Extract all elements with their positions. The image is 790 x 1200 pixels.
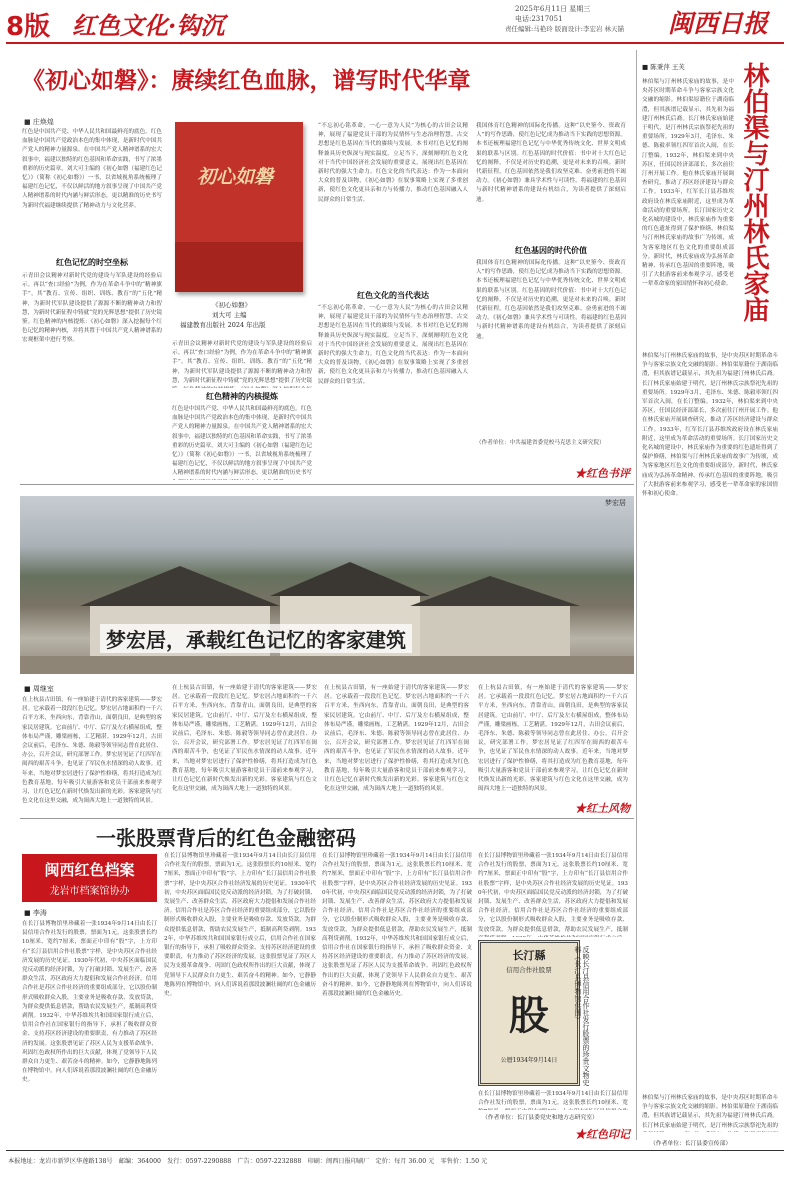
article3-col4: 在长汀县博物馆里珍藏着一张1934年9月14日由长汀县信用合作社发行的股票，票面为1元。这张股票长约10厘米、宽约7厘米，票面正中印有“股”字，上方印有“长汀县信用合作社股票”字样，是中央苏区合作社经济发展的历史见证。1930年代初，中央苏区面临国民党反动派的经济封锁，为了打破封锁、发展生产、改善群众生活，苏区政府大力提倡和发展合作社经济。信用合作社是苏区合作社经济的重要组成部分，它以股份制形式吸收群众入股，主要业务是吸收存款、发放贷款，为群众提供低息借款，帮助农民发展生产，抵制 (478, 853, 628, 933)
side-divider (636, 50, 637, 1140)
page-number: 8版 (6, 12, 51, 42)
tag-label: 红色印记 (586, 1128, 630, 1141)
star-icon: ★ (575, 1128, 586, 1141)
article3-footnote: （作者单位：长汀县委党史和地方志研究室） (482, 1115, 598, 1121)
article1-col1-more: 示青田会议精神对新时代党的建设与军队建设的经验启示。再以“查口经验”为例，作为在革命斗争中的“精神旗手”，其“教育、宣传、组织、训练、教育”的“五化”精神，为新时代军队建设提供了源源不断的精神动力和智慧，为新时代新征程中铸就“党的光辉思想”提供了历史镜鉴。红色精神的内核提炼：《初心如磐》深入挖掘每个红色记忆的精神内核，并将其置于中国共产党人精神谱系的宏观框架中进行考察。 (22, 273, 162, 344)
header-phone: 电话:2317051 (515, 15, 563, 23)
column-banner (22, 854, 157, 902)
article1-col1 (22, 128, 162, 478)
column-name: 闽西红色档案 (44, 861, 135, 879)
photo1-col1: 在上杭县古田镇，有一座始建于清代的客家建筑——梦宏居。它承载着一段段红色记忆。梦宏居占地面积约一千六百平方米，坐西向东，背靠青山，面朝良田，是典型的客家民居建筑。它由前厅、中厅、后厅及左右横屋组成，整体布局严谨，雕梁画栋，工艺精湛。1929年12月，古田会议前后，毛泽东、朱德、陈毅等领导同志曾在此居住、办公，召开会议，研究部署工作。梦宏居见证了红四军在闽西的艰苦斗争，也见证了军民鱼水情深的动人故事。近年来，当地对梦宏居进行了保护性修缮，将其打造成为红色教育基地，每年吸引大量游客和党员干部前来参观学习，让红色记忆在新时代焕发出新的光彩。客家建筑与红色文化在这里交融，成为闽西大地上一道独特的风景。 (22, 697, 162, 805)
tag-label: 红土风物 (586, 802, 630, 815)
side-title: 林伯渠与汀州林氏家庙 (739, 62, 769, 322)
newspaper-logo: 闽西日报 (668, 9, 769, 38)
stock-center: 股 (509, 992, 549, 1039)
article1-col4 (476, 122, 626, 478)
side-text-top: 林伯渠与汀州林氏家庙的故事，是中央苏区时期革命斗争与客家宗族文化交融的缩影。林伯渠原籍位于湖南临澧，但其族谱记载显示，其先祖为福建汀州林氏后裔。长汀林氏家庙始建于明代，是汀州林氏宗族祭祀先祖的重要场所。1929年3月，毛泽东、朱德、陈毅率领红四军首次入闽，在长汀整编。1932年，林伯渠来到中央苏区，任国民经济部部长，多次前往汀州开展工作。他在林氏家庙开展调查研究，推动了苏区经济建设与群众工作。1933年，红军长汀县苏维埃政府设在林氏家庙附近，这里成为革命活动的重要场所。长汀国家历史文化名城的建设中，林氏家庙作为重要的红色遗址得到了保护修缮，林伯渠与汀州林氏家庙的故事广为传颂，成为客家地区红色文化的重要组成部分。新时代，林氏家庙成为弘扬革命精神、传承红色基因的重要阵地，吸引了大批游客前来参观学习，感受老一辈革命家的家国情怀和初心使命。 (642, 79, 734, 288)
article1-col2 (172, 340, 312, 480)
article1-footnote: （作者单位：中共福建省委党校马克思主义研究院） (476, 440, 605, 446)
subhead-4: 红色基因的时代价值 (515, 245, 587, 255)
side-footnote: （作者单位：长汀县委宣传部） (650, 1141, 732, 1147)
book-cover-title: 初心如磐 (197, 166, 274, 188)
tag-red-soil (575, 800, 630, 816)
book-cover (175, 122, 303, 292)
section-title: 红色文化·钩沉 (72, 11, 225, 40)
star-icon: ★ (575, 467, 586, 480)
article1-col1-text: 红色是中国共产党、中华人民共和国最鲜亮的底色。红色血脉是中国共产党政治本色的集中体现，是新时代中国共产党人的精神力量源泉。在中国共产党人精神谱系的宏大叙事中，福建以独特的红色基因和革命实践，书写了浓墨重彩的历史篇章。刘大可主编的《初心如磐（福建红色记忆）》（简称《初心如磐》）一书，以省域视角系统梳理了福建红色记忆，不仅以鲜活的地方叙事呈现了中国共产党人精神谱系的时代内涵与鲜活形态，更以精准的历史书写为新时代福建继续提供了精神动力与文化营养。 (22, 129, 162, 209)
book-caption-3: 福建教育出版社 2024 年出版 (180, 321, 266, 329)
article1-author: ■ 庄焕煌 (24, 118, 54, 126)
book-caption-1: 《初心如磐》 (212, 301, 251, 309)
footer-rule (6, 1150, 784, 1151)
article1-col4-text: 我国体育红色精神的国际化传播。这种“以史鉴今、资政育人”的写作思路，使红色记忆成为推动当下实践的思想资源。本书还梳理福建红色记忆与中华优秀传统文化、世界文明成果的联系与区别。红色基因的时代价值：书中对十大红色记忆的阐释，不仅是对历史的追溯，更是对未来的召唤。新时代新征程，红色基因依然是我们攻坚克难、奋勇前进的不竭动力。《初心如磐》兼具学术性与可读性，将福建的红色基因与新时代精神谱系的建设有机结合，为读者提供了深刻启迪。 (476, 123, 626, 203)
header-editors: 责任编辑:马艳玲 版面设计:李宏岩 林天锚 (505, 25, 625, 33)
book-cover-stripe (175, 242, 303, 292)
article1-col4-more: 我国体育红色精神的国际化传播。这种“以史鉴今、资政育人”的写作思路，使红色记忆成为推动当下实践的思想资源。本书还梳理福建红色记忆与中华优秀传统文化、世界文明成果的联系与区别。红色基因的时代价值：书中对十大红色记忆的阐释，不仅是对历史的追溯，更是对未来的召唤。新时代新征程，红色基因依然是我们攻坚克难、奋勇前进的不竭动力。《初心如磐》兼具学术性与可读性，将福建的红色基因与新时代精神谱系的建设有机结合，为读者提供了深刻启迪。 (476, 260, 626, 340)
tag-red-imprint (575, 1126, 630, 1142)
divider-2 (20, 818, 634, 819)
side-text: 林伯渠与汀州林氏家庙的故事，是中央苏区时期革命斗争与客家宗族文化交融的缩影。林伯渠原籍位于湖南临澧，但其族谱记载显示，其先祖为福建汀州林氏后裔。长汀林氏家庙始建于明代，是汀州林氏宗族祭祀先祖的重要场所。1929年3月，毛泽东、朱德、陈毅率领红四军首次入闽，在长汀整编。1932年，林伯渠来到中央苏区，任国民经济部部长，多次前往汀州开展工作。他在林氏家庙开展调查研究，推动了苏区经济建设与群众工作。1933年，红军长汀县苏维埃政府设在林氏家庙附近，这里成为革命活动的重要场所。长汀国家历史文化名城的建设中，林氏家庙作为重要的红色遗址得到了保护修缮，林伯渠与汀州林氏家庙的故事广为传颂，成为客家地区红色文化的重要组成部分。新时代，林氏家庙成为弘扬革命精神、传承红色基因的重要阵地，吸引了大批游客前来参观学习，感受老一辈革命家的家国情怀和初心使命。 (642, 353, 778, 498)
column-sub: 龙岩市档案馆协办 (49, 886, 130, 897)
article1-col3 (318, 122, 468, 478)
photo1-headline: 梦宏居，承载红色记忆的客家建筑 (100, 624, 412, 653)
article1-col2-text: 示青田会议精神对新时代党的建设与军队建设的经验启示。再以“查口经验”为例，作为在革命斗争中的“精神旗手”，其“教育、宣传、组织、训练、教育”的“五化”精神，为新时代军队建设提供了源源不断的精神动力和智慧，为新时代新征程中铸就“党的光辉思想”提供了历史镜 (172, 341, 312, 384)
footer-text: 本报地址：龙岩市新罗区华莲路138号 邮编：364000 发行：0597-2290888 广告：0597-2232888 印刷：闽西日报印刷厂 定价：每月 36.00 元 零售价：1.50 元 (8, 1158, 488, 1165)
subhead-1: 红色记忆的时空坐标 (56, 257, 128, 267)
tag-red-book-review (575, 465, 630, 481)
subhead-3: 红色文化的当代表达 (357, 290, 429, 300)
article1-title: 《初心如磐》：赓续红色血脉，谱写时代华章 (22, 67, 471, 94)
header-date: 2025年6月11日 星期三 (515, 5, 591, 13)
photo-credit: 梦宏居 (605, 499, 626, 507)
tag-label: 红色书评 (586, 467, 630, 480)
article3-col3: 在长汀县博物馆里珍藏着一张1934年9月14日由长汀县信用合作社发行的股票，票面为1元。这张股票长约10厘米、宽约7厘米，票面正中印有“股”字，上方印有“长汀县信用合作社股票”字样，是中央苏区合作社经济发展的历史见证。1930年代初，中央苏区面临国民党反动派的经济封锁，为了打破封锁、发展生产、改善群众生活，苏区政府大力提倡和发展合作社经济。信用合作社是苏区合作社经济的重要组成部分，它以股份制形式吸收群众入股，主要业务是吸收存款、发放贷款，为群众提供低息借款，帮助农民发展生产，抵制高利贷剥削。1932年，中华苏维埃共和国国家银行成立后，信用合作社在国家银行的指导下，承担了吸收群众资金、支持苏区经济建设的重要职责，有力推动了苏区经济的发展。这张股票见证了苏区人民为支援革命战争、巩固红色政权所作出的巨大贡献，体现了党领导下人民群众自力更生、艰苦奋斗的精神。如今，它静静地陈列在博物馆中，向人们诉说着那段波澜壮阔的红色金融历史。 (322, 853, 472, 998)
article1-col2-more: 红色是中国共产党、中华人民共和国最鲜亮的底色。红色血脉是中国共产党政治本色的集中体现，是新时代中国共产党人的精神力量源泉。在中国共产党人精神谱系的宏大叙事中，福建以独特的红色基因和革命实践，书写了浓墨重彩的历史篇章。刘大可主编的《初心如磐（福建红色记忆）》（简称《初心如磐》）一书，以省域视角系统梳理了福建红色记忆，不仅以鲜活的地方叙事呈现了中国共产党人精神谱系的时代内涵与鲜活形态，更以精准的历史书写 (172, 406, 312, 477)
photo1-col3: 在上杭县古田镇，有一座始建于清代的客家建筑——梦宏居。它承载着一段段红色记忆。梦宏居占地面积约一千六百平方米，坐西向东，背靠青山，面朝良田，是典型的客家民居建筑。它由前厅、中厅、后厅及左右横屋组成，整体布局严谨，雕梁画栋，工艺精湛。1929年12月，古田会议前后，毛泽东、朱德、陈毅等领导同志曾在此居住、办公，召开会议，研究部署工作。梦宏居见证了红四军在闽西的艰苦斗争，也见证了军民鱼水情深的动人故事。近年来，当地对梦宏居进行了保护性修缮，将其打造成为红色教育基地，每年吸引大量游客和党员干部前来参观学习，让红色记忆在新时代焕发出新的光彩。客家建筑与红色文化在这里交融，成为闽西大地上一道独特的风景。 (324, 685, 469, 793)
stock-sub: 信用合作社股票 (506, 966, 552, 974)
article3-headline: 一张股票背后的红色金融密码 (96, 826, 356, 850)
photo1-col4: 在上杭县古田镇，有一座始建于清代的客家建筑——梦宏居。它承载着一段段红色记忆。梦宏居占地面积约一千六百平方米，坐西向东，背靠青山，面朝良田，是典型的客家民居建筑。它由前厅、中厅、后厅及左右横屋组成，整体布局严谨，雕梁画栋，工艺精湛。1929年12月，古田会议前后，毛泽东、朱德、陈毅等领导同志曾在此居住、办公，召开会议，研究部署工作。梦宏居见证了红四军在闽西的艰苦斗争，也见证了军民鱼水情深的动人故事。近年来，当地对梦宏居进行了保护性修缮，将其打造成为红色教育基地，每年吸引大量游客和党员干部前来参观学习，让红色记忆在新时代焕发出新的光彩。客家建筑与红色文化在这里交融，成为闽西大地上一道独特的风景。 (478, 685, 628, 793)
side-text-more: 林伯渠与汀州林氏家庙的故事，是中央苏区时期革命斗争与客家宗族文化交融的缩影。林伯渠原籍位于湖南临澧，但其族谱记载显示，其先祖为福建汀州林氏后裔。长汀林氏家庙始建于明代，是汀州林氏宗族祭祀先祖的 (642, 1095, 778, 1129)
stock-title: 长汀縣 (512, 949, 546, 962)
stock-certificate (478, 940, 580, 1086)
article3-col4-more: 在长汀县博物馆里珍藏着一张1934年9月14日由长汀县信用合作社发行的股票，票面为1元。这张股票长约10厘米、宽 (478, 1091, 628, 1107)
book-caption-2: 刘大可 主编 (212, 311, 247, 319)
side-author: ■ 陈秉萍 王芙 (642, 63, 685, 71)
photo1-col2: 在上杭县古田镇，有一座始建于清代的客家建筑——梦宏居。它承载着一段段红色记忆。梦宏居占地面积约一千六百平方米，坐西向东，背靠青山，面朝良田，是典型的客家民居建筑。它由前厅、中厅、后厅及左右横屋组成，整体布局严谨，雕梁画栋，工艺精湛。1929年12月，古田会议前后，毛泽东、朱德、陈毅等领导同志曾在此居住、办公，召开会议，研究部署工作。梦宏居见证了红四军在闽西的艰苦斗争，也见证了军民鱼水情深的动人故事。近年来，当地对梦宏居进行了保护性修缮，将其打造成为红色教育基地，每年吸引大量游客和党员干部前来参观学习，让红色记忆在新时代焕发出新的光彩。客家建筑与红色文化在这里交融，成为闽西大地上一道独特的风景。 (172, 685, 317, 793)
article1-col3-more: “不忘初心铭革命，一心一意为人民”为核心的古田会议精神，展现了福建党员干部的为民情怀与生态治理智慧。古交思想是红色基因在当代的赓续与发展。本书对红色记忆的阐释兼具历史纵深与现实温度。立足当下，深刻阐明红色文化对于当代中国经济社会发展的重要意义，展现出红色基因在新时代的强大生命力。红色文化的当代表达：作为一本面向大众的普及读物，《初心如磐》在叙事策略上实现了多重创新，使红色文化更具亲和力与传播力，推动红色基因融入人民群众的日常生活。 (318, 305, 468, 385)
divider-1 (20, 484, 634, 485)
stock-caption: 反映长汀县信用合作社发行股票的珍贵文物史料（长汀县博物馆供图） (574, 946, 590, 1086)
article3-col1: 在长汀县博物馆里珍藏着一张1934年9月14日由长汀县信用合作社发行的股票，票面为1元。这张股票长约10厘米、宽约7厘米，票面正中印有“股”字，上方印有“长汀县信用合作社股票”字样，是中央苏区合作社经济发展的历史见证。1930年代初，中央苏区面临国民党反动派的经济封锁，为了打破封锁、发展生产、改善群众生活，苏区政府大力提倡和发展合作社经济。信用合作社是苏区合作社经济的重要组成部分，它以股份制形式吸收群众入股，主要业务是吸收存款、发放贷款，为群众提供低息借款，帮助农民发展生产，抵制高利贷剥削。1932年，中华苏维埃共和国国家银行成立后，信用合作社在国家银行的指导下，承担了吸收群众资金、支持苏区经济建设的重要职责，有力推动了苏区经济的发展。这张股票见证了苏区人民为支援革命战争、巩固红色政权所作出的巨大贡献，体现了党领导下人民群众自力更生、艰苦奋斗的精神。如今，它静静地陈列在博物馆中，向人们诉说着那段波澜壮阔的红色金融历史。 (22, 921, 157, 1084)
article3-author: ■ 李涛 (24, 909, 47, 917)
stock-foot: 公曆1934年9月14日 (500, 1057, 558, 1064)
article1-col3-text: “不忘初心铭革命，一心一意为人民”为核心的古田会议精神，展现了福建党员干部的为民情怀与生态治理智慧。古交思想是红色基因在当代的赓续与发展。本书对红色记忆的阐释兼具历史纵深与现实温度。立足当下，深刻阐明红色文化对于当代中国经济社会发展的重要意义，展现出红色基因在新时代的强大生命力。红色文化的当代表达：作为一本面向大众的普及读物，《初心如磐》在叙事策略上实现了多重创新，使红色文化更具亲和力与传播力，推动红色基因融入人民群众的日常生活。 (318, 123, 468, 203)
article3-col2: 在长汀县博物馆里珍藏着一张1934年9月14日由长汀县信用合作社发行的股票，票面为1元。这张股票长约10厘米、宽约7厘米，票面正中印有“股”字，上方印有“长汀县信用合作社股票”字样，是中央苏区合作社经济发展的历史见证。1930年代初，中央苏区面临国民党反动派的经济封锁，为了打破封锁、发展生产、改善群众生活，苏区政府大力提倡和发展合作社经济。信用合作社是苏区合作社经济的重要组成部分，它以股份制形式吸收群众入股，主要业务是吸收存款、发放贷款，为群众提供低息借款，帮助农民发展生产，抵制高利贷剥削。1932年，中华苏维埃共和国国家银行成立后，信用合作社在国家银行的指导下，承担了吸收群众资金、支持苏区经济建设的重要职责，有力推动了苏区经济的发展。这张股票见证了苏区人民为支援革命战争、巩固红色政权所作出的巨大贡献，体现了党领导下人民群众自力更生、艰苦奋斗的精神。如今，它静静地陈列在博物馆中，向人们诉说着那段波澜壮阔的红色金融历史。 (164, 853, 316, 998)
star-icon: ★ (575, 802, 586, 815)
subhead-2: 红色精神的内核提炼 (206, 391, 278, 401)
page-header (0, 0, 790, 44)
header-rule (6, 42, 784, 44)
photo1-author: ■ 周继室 (24, 685, 54, 693)
